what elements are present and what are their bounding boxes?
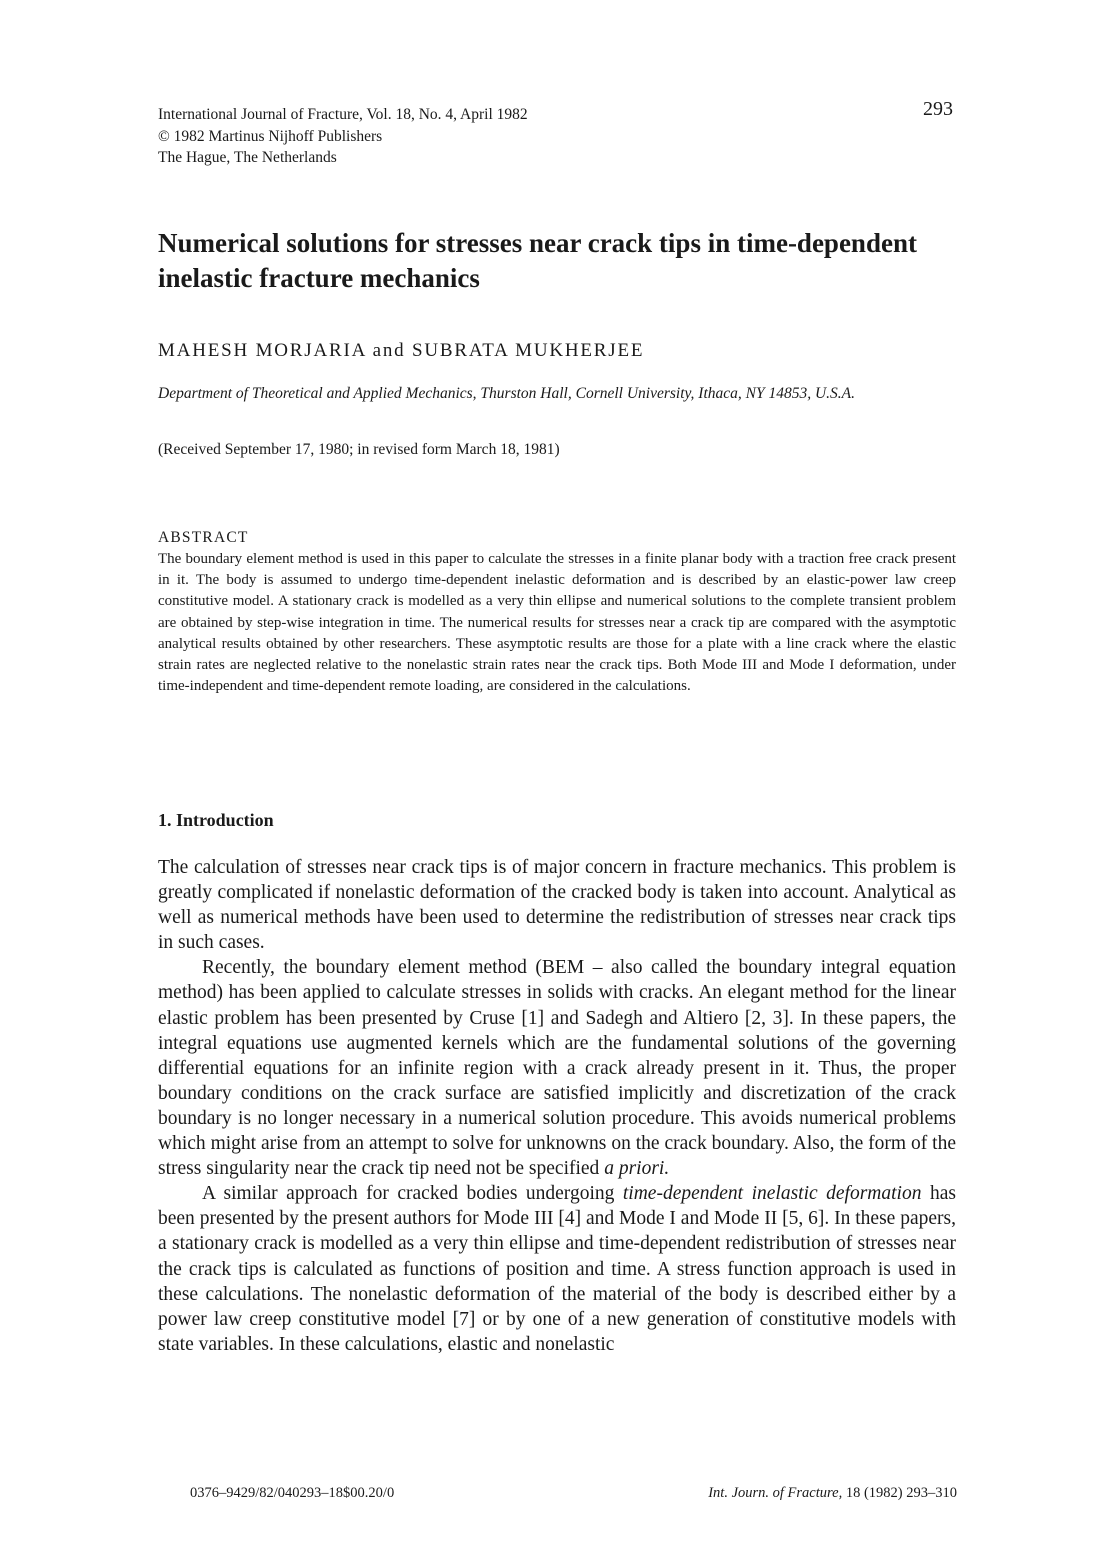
paragraph-3 [158, 1181, 956, 1357]
copyright-line: © 1982 Martinus Nijhoff Publishers [158, 127, 383, 145]
paragraph-3-italic: time-dependent inelastic deformation [622, 1183, 922, 1205]
paragraph-1: The calculation of stresses near crack tips is of major concern in fracture mechanics. This problem is greatly complicated if nonelastic deformation of the cracked body is taken into account. Analytical as well as numerical methods have been used to determine the redistribution of stresses near crack tips in such cases. [158, 857, 956, 954]
section-heading: 1. Introduction [158, 810, 274, 830]
affiliation: Department of Theoretical and Applied Mechanics, Thurston Hall, Cornell University, Ithaca, NY 14853, U.S.A. [158, 385, 856, 402]
footer-volume: 18 (1982) 293–310 [842, 1485, 957, 1501]
footer-citation [708, 1485, 957, 1502]
paragraph-2 [158, 955, 956, 1181]
paragraph-3-rest: has been presented by the present authors for Mode III [4] and Mode I and Mode II [5, 6]. In these papers, a stationary crack is modelled as a very thin ellipse and time-dependent redistribution of stresses near the crack tips is calculated as functions of position and time. A stress function approach is used in these calculations. The nonelastic deformation of the material of the body is described either by a power law creep constitutive model [7] or by one of a new generation of constitutive models with state variables. In these calculations, elastic and nonelastic [158, 1183, 956, 1355]
footer-journal: Int. Journ. of Fracture, [708, 1485, 843, 1501]
abstract-text: The boundary element method is used in this paper to calculate the stresses in a finite planar body with a traction free crack present in it. The body is assumed to undergo time-dependent inelastic deformation and is described by an elastic-power law creep constitutive model. A stationary crack is modelled as a very thin ellipse and numerical solutions to the complete transient problem are obtained by step-wise integration in time. The numerical results for stresses near a crack tip are compared with the asymptotic analytical results obtained by other researchers. These asymptotic results are those for a plate with a line crack where the elastic strain rates are neglected relative to the nonelastic strain rates near the crack tips. Both Mode III and Mode I deformation, under time-independent and time-dependent remote loading, are considered in the calculations. [158, 551, 956, 695]
paper-title: Numerical solutions for stresses near crack tips in time-dependent inelastic fracture mechanics [158, 228, 917, 293]
journal-line: International Journal of Fracture, Vol. 18, No. 4, April 1982 [158, 106, 528, 123]
authors: MAHESH MORJARIA and SUBRATA MUKHERJEE [158, 340, 645, 361]
received-dates: (Received September 17, 1980; in revised form March 18, 1981) [158, 441, 560, 458]
paragraph-2-text: Recently, the boundary element method (BEM – also called the boundary integral equation method) has been applied to calculate stresses in solids with cracks. An elegant method for the linear elastic problem has been presented by Cruse [1] and Sadegh and Altiero [2, 3]. In these papers, the integral equations use augmented kernels which are the fundamental solutions of the governing differential equations for an infinite region with a crack already present in it. Thus, the proper boundary conditions on the crack surface are satisfied implicitly and discretization of the crack boundary is no longer necessary in a numerical solution procedure. This avoids numerical problems which might arise from an attempt to solve for unknowns on the crack boundary. Also, the form of the stress singularity near the crack tip need not be specified [158, 957, 956, 1180]
footer-code: 0376–9429/82/040293–18$00.20/0 [190, 1485, 395, 1501]
paragraph-3-lead: A similar approach for cracked bodies undergoing [202, 1183, 623, 1205]
body-text [158, 855, 956, 1357]
paragraph-2-italic: a priori. [604, 1158, 670, 1180]
location-line: The Hague, The Netherlands [158, 149, 337, 166]
journal-masthead [158, 104, 528, 169]
abstract-heading: ABSTRACT [158, 529, 249, 546]
page-number: 293 [923, 98, 953, 120]
